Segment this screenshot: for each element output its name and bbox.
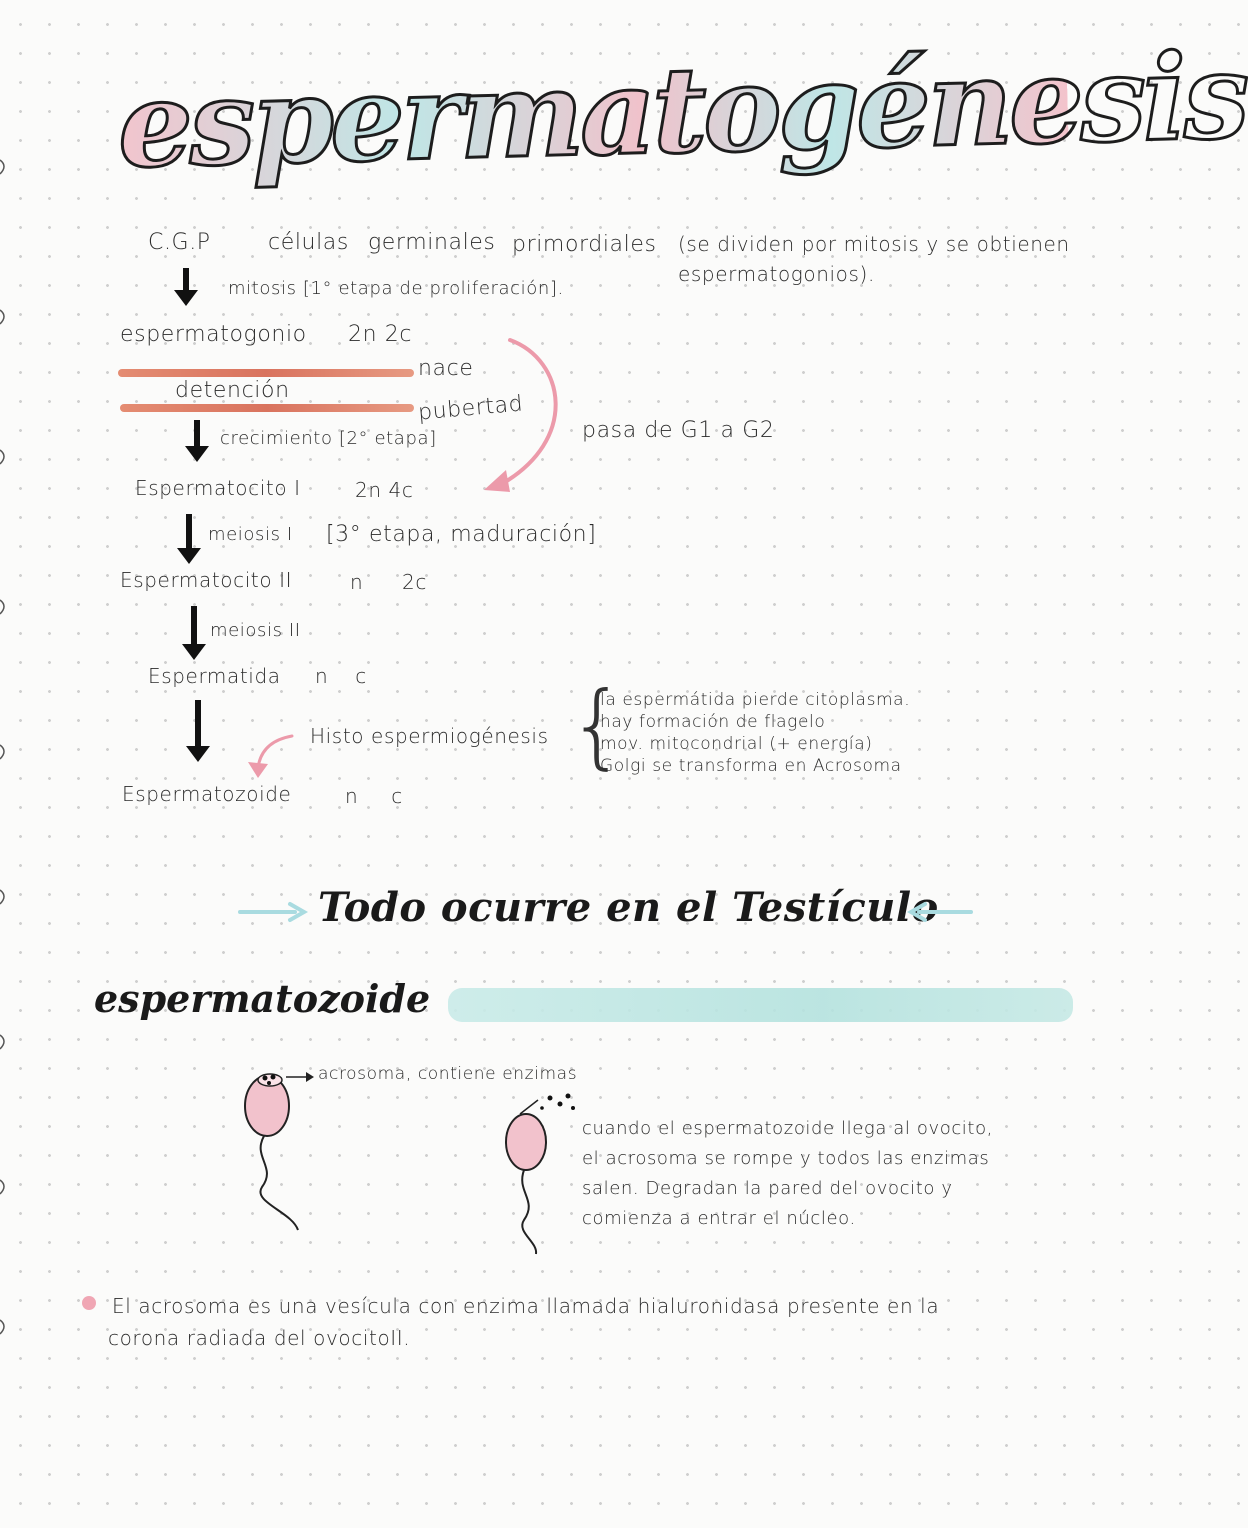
cgp-note-line2: espermatogonios). xyxy=(678,262,875,286)
arrow-down-icon xyxy=(183,268,189,292)
sperm-illustration-broken-icon xyxy=(498,1092,588,1262)
pubertad-label: pubertad xyxy=(417,391,525,426)
explanation-line-2: el acrosoma se rompe y todos las enzimas xyxy=(582,1148,990,1169)
small-pink-arrow-icon xyxy=(240,730,310,780)
espermatocito-2-label: Espermatocito II xyxy=(120,568,293,592)
pasa-label: pasa de G1 a G2 xyxy=(582,418,775,443)
arrow-down-icon xyxy=(195,700,201,748)
explanation-line-3: salen. Degradan la pared del ovocito y xyxy=(582,1178,953,1199)
espermatogonio-label: espermatogonio xyxy=(120,322,307,347)
espermatocito-2-c: 2c xyxy=(402,570,427,594)
cgp-word-germinales: germinales xyxy=(368,230,496,255)
espermatida-label: Espermatida xyxy=(148,664,281,688)
bullet-dot-icon xyxy=(82,1296,96,1310)
brace-note-4: Golgi se transforma en Acrosoma xyxy=(600,756,902,776)
etapa3-label: [3° etapa, maduración] xyxy=(326,522,597,547)
espermatogonio-ploidy: 2n 2c xyxy=(348,322,413,347)
sperm-illustration-icon xyxy=(232,1062,322,1242)
acrosoma-pointer-icon xyxy=(286,1070,316,1084)
teal-arrow-right-icon xyxy=(240,900,310,924)
detention-bar-bottom xyxy=(120,404,414,412)
espermatozoide-ploidy: n c xyxy=(345,784,403,808)
mitosis-label: mitosis [1° etapa de proliferación]. xyxy=(228,278,564,299)
espermatocito-2-n: n xyxy=(350,570,364,594)
brace-note-2: hay formación de flagelo xyxy=(600,712,826,732)
testiculo-heading: Todo ocurre en el Testículo xyxy=(318,884,939,931)
fact-line-2: corona radiada del ovocitoII. xyxy=(108,1326,411,1350)
crecimiento-label: crecimiento [2° etapa] xyxy=(220,428,437,449)
cgp-word-primordiales: primordiales xyxy=(512,232,657,257)
detencion-label: detención xyxy=(175,378,290,403)
cgp-abbr: C.G.P xyxy=(148,230,211,255)
teal-arrow-left-icon xyxy=(905,900,975,924)
detention-bar-top xyxy=(118,369,414,377)
brace-icon: { xyxy=(568,672,627,779)
arrow-down-icon xyxy=(186,514,192,550)
fact-line-1: El acrosoma es una vesícula con enzima llamada hialuronidasa presente en la xyxy=(112,1294,940,1318)
brace-note-1: la espermátida pierde citoplasma. xyxy=(600,690,911,710)
meiosis-2-label: meiosis II xyxy=(210,620,301,641)
cgp-note-line1: (se dividen por mitosis y se obtienen xyxy=(678,232,1070,256)
espermatozoide-label: Espermatozoide xyxy=(122,782,292,806)
meiosis-1-label: meiosis I xyxy=(208,524,293,545)
curved-arrow-icon xyxy=(470,330,590,500)
espermatida-ploidy: n c xyxy=(315,664,367,688)
espermatocito-1-label: Espermatocito I xyxy=(135,476,301,500)
cgp-word-celulas: células xyxy=(268,230,349,255)
histo-label: Histo espermiogénesis xyxy=(310,724,549,748)
section-highlight xyxy=(448,988,1073,1022)
notebook-binding-icon xyxy=(0,160,14,1400)
brace-note-3: mov. mitocondrial (+ energía) xyxy=(600,734,873,754)
page-title: espermatogénesis xyxy=(116,26,1070,221)
explanation-line-1: cuando el espermatozoide llega al ovocito, xyxy=(582,1118,994,1139)
espermatocito-1-ploidy: 2n 4c xyxy=(355,478,414,502)
nace-label: nace xyxy=(418,356,474,381)
explanation-line-4: comienza a entrar el núcleo. xyxy=(582,1208,856,1229)
section-title: espermatozoide xyxy=(94,976,431,1021)
arrow-down-icon xyxy=(194,420,200,448)
acrosoma-label: acrosoma, contiene enzimas xyxy=(318,1064,578,1084)
arrow-down-icon xyxy=(191,606,197,646)
